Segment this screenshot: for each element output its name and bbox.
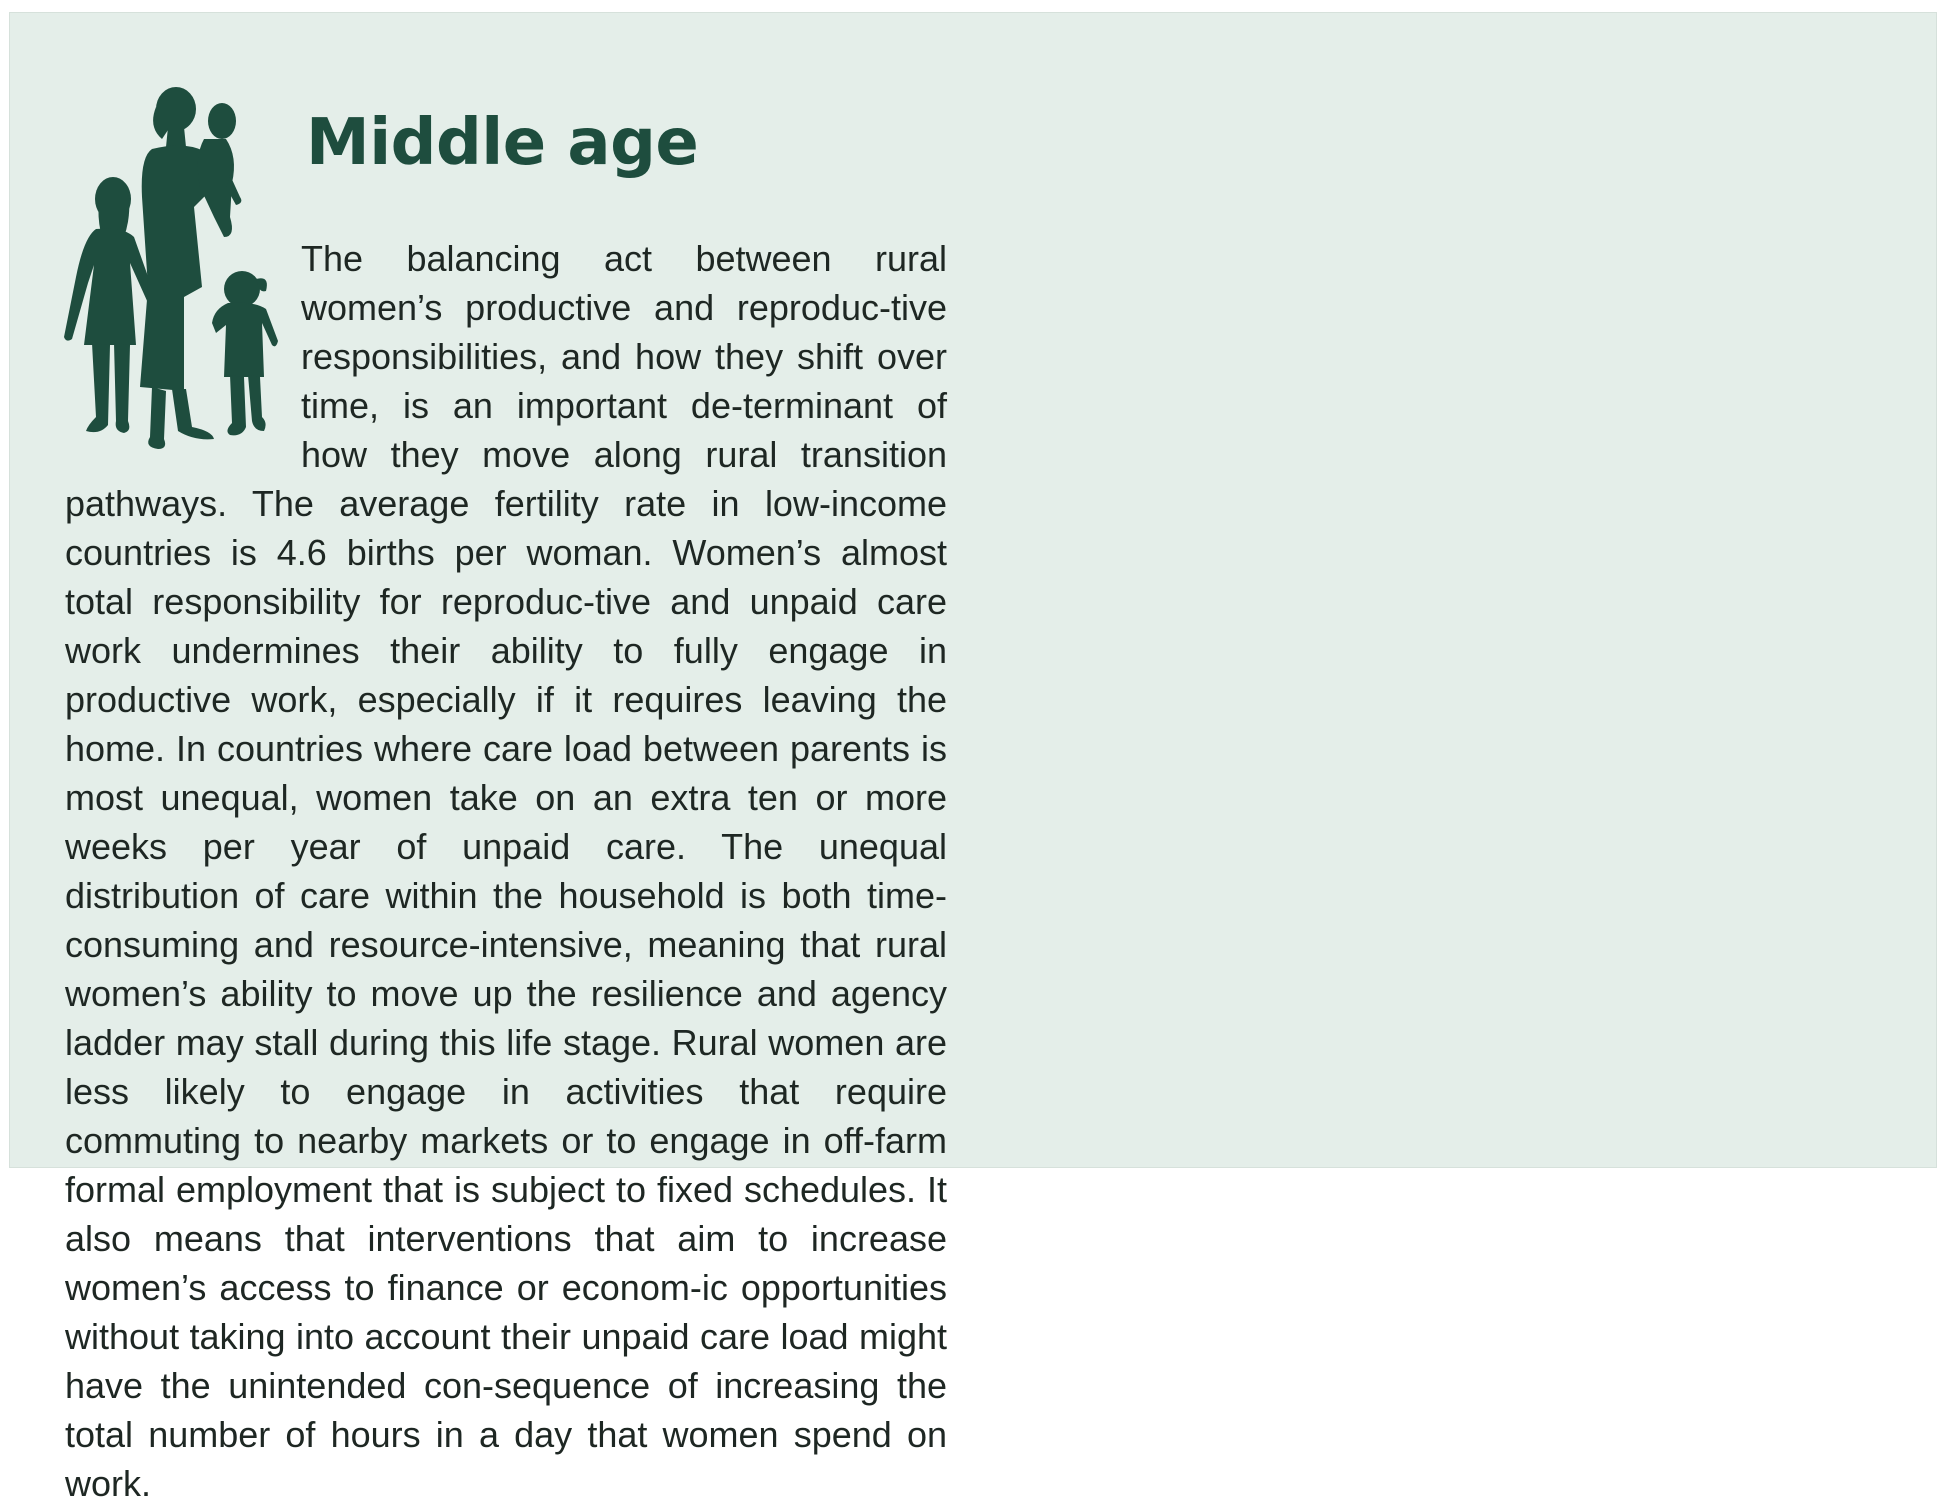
page-title: Middle age (306, 106, 699, 180)
text-column-left (65, 234, 947, 1508)
body-paragraph: The balancing act between rural women’s productive and reproduc-tive responsibilities, and how they shift over time, is an important de-terminant of how they move along rural transition pathways. The average fertility rate in low-income countries is 4.6 births per woman. Women’s almost total responsibility for reproduc-tive and unpaid care work undermines their ability to fully engage in productive work, especially if it requires leaving the home. In countries where care load between parents is most unequal, women take on an extra ten or more weeks per year of unpaid care. The unequal distribution of care within the household is both time-consuming and resource-intensive, meaning that rural women’s ability to move up the resilience and agency ladder may stall during this life stage. Rural women are less likely to engage in activities that require commuting to nearby markets or to engage in off-farm formal employment that is subject to fixed schedules. It also means that interventions that aim to increase women’s access to finance or econom-ic opportunities without taking into account their unpaid care load might have the unintended con-sequence of increasing the total number of hours in a day that women spend on work. (65, 238, 947, 1504)
illustration-spacer (65, 234, 301, 478)
